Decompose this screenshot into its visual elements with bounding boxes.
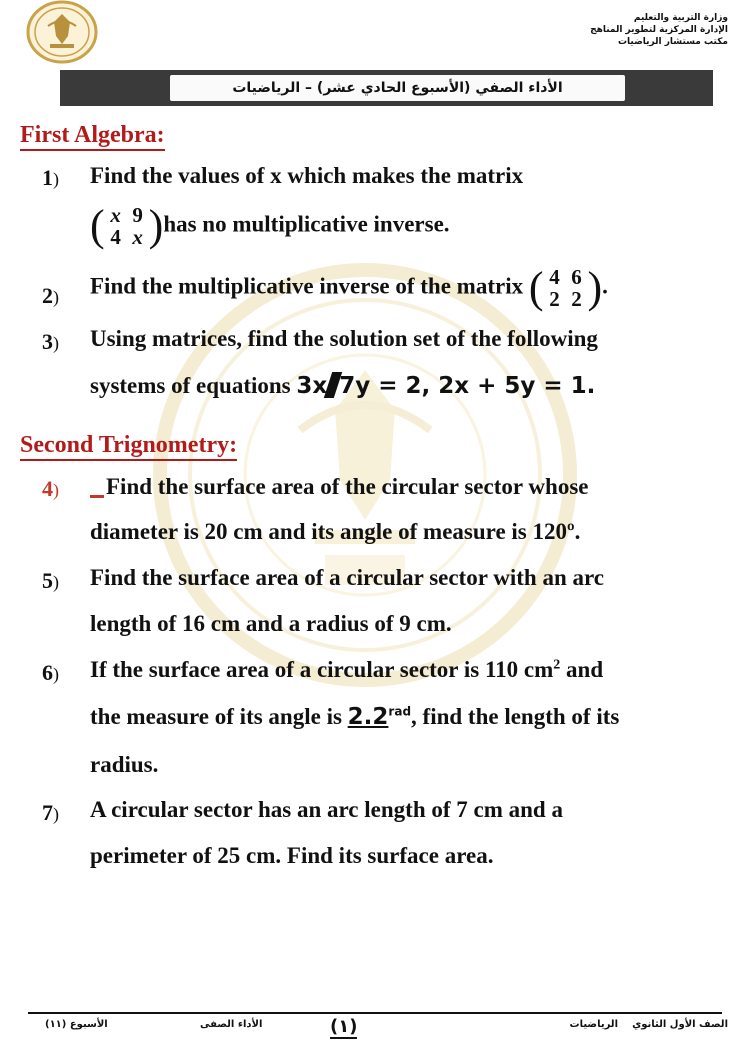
question-3-line-1: Using matrices, find the solution set of the following <box>90 326 598 351</box>
question-number-4: 4) <box>42 476 59 501</box>
section-heading-first-algebra: First Algebra: <box>20 122 165 149</box>
matrix-4-6-2-2: ( 4 6 2 2 ) <box>528 263 603 312</box>
question-number-5: 5) <box>42 568 59 593</box>
question-5-line-1: Find the surface area of a circular sector with an arc <box>90 565 605 590</box>
footer-week: الأسبوع (١١) <box>45 1019 108 1030</box>
question-6-line-1: If the surface area of a circular sector is 110 $cm^2$ and <box>90 657 604 682</box>
section-heading-second-trignometry: Second Trignometry: <box>20 432 237 459</box>
footer-class-performance: الأداء الصفى <box>200 1019 263 1030</box>
question-4-line-1: Find the surface area of the circular sector whose <box>90 474 588 500</box>
footer-subject: الرياضيات <box>569 1019 618 1030</box>
question-number-1: 1) <box>42 165 59 190</box>
red-cursor-mark <box>90 495 104 498</box>
ministry-emblem-logo <box>26 0 98 64</box>
question-number-7: 7) <box>42 800 59 825</box>
banner-title: الأداء الصفي (الأسبوع الحادي عشر) – الرياضيات <box>170 75 625 101</box>
question-7-line-1: A circular sector has an arc length of 7 cm and a <box>90 797 563 822</box>
footer-divider <box>28 1012 722 1014</box>
question-4-line-2: diameter is 20 cm and its angle of measure is 120º. <box>90 519 581 544</box>
question-number-6: 6) <box>42 660 59 685</box>
question-7-line-2: perimeter of 25 cm. Find its surface area. <box>90 843 494 868</box>
question-3-line-2: systems of equations 3x 7y = 2, 2x + 5y = 1. <box>90 373 596 399</box>
question-6-line-2: the measure of its angle is $2.2^{rad}$, find the length of its <box>90 704 620 730</box>
question-number-2: 2) <box>42 283 59 308</box>
question-5-line-2: length of 16 cm and a radius of 9 cm. <box>90 611 452 636</box>
ministry-name-line: وزارة التربية والتعليم <box>633 13 728 23</box>
office-name-line: مكتب مستشار الرياضيات <box>617 37 728 47</box>
page-number: (١) <box>330 1016 358 1037</box>
footer-grade: الصف الأول الثانوي <box>632 1019 728 1030</box>
question-number-3: 3) <box>42 329 59 354</box>
question-1-line-2: ( x 9 4 x )has no multiplicative inverse. <box>90 201 450 250</box>
title-banner <box>60 70 713 106</box>
question-1-line-1: Find the values of x which makes the matrix <box>90 163 524 188</box>
question-2-text: Find the multiplicative inverse of the matrix ( 4 6 2 2 ). <box>90 263 608 312</box>
matrix-x-9-4-x: ( x 9 4 x ) <box>90 201 164 250</box>
question-6-line-3: radius. <box>90 752 159 777</box>
department-name-line: الإدارة المركزية لتطوير المناهج <box>590 25 728 35</box>
